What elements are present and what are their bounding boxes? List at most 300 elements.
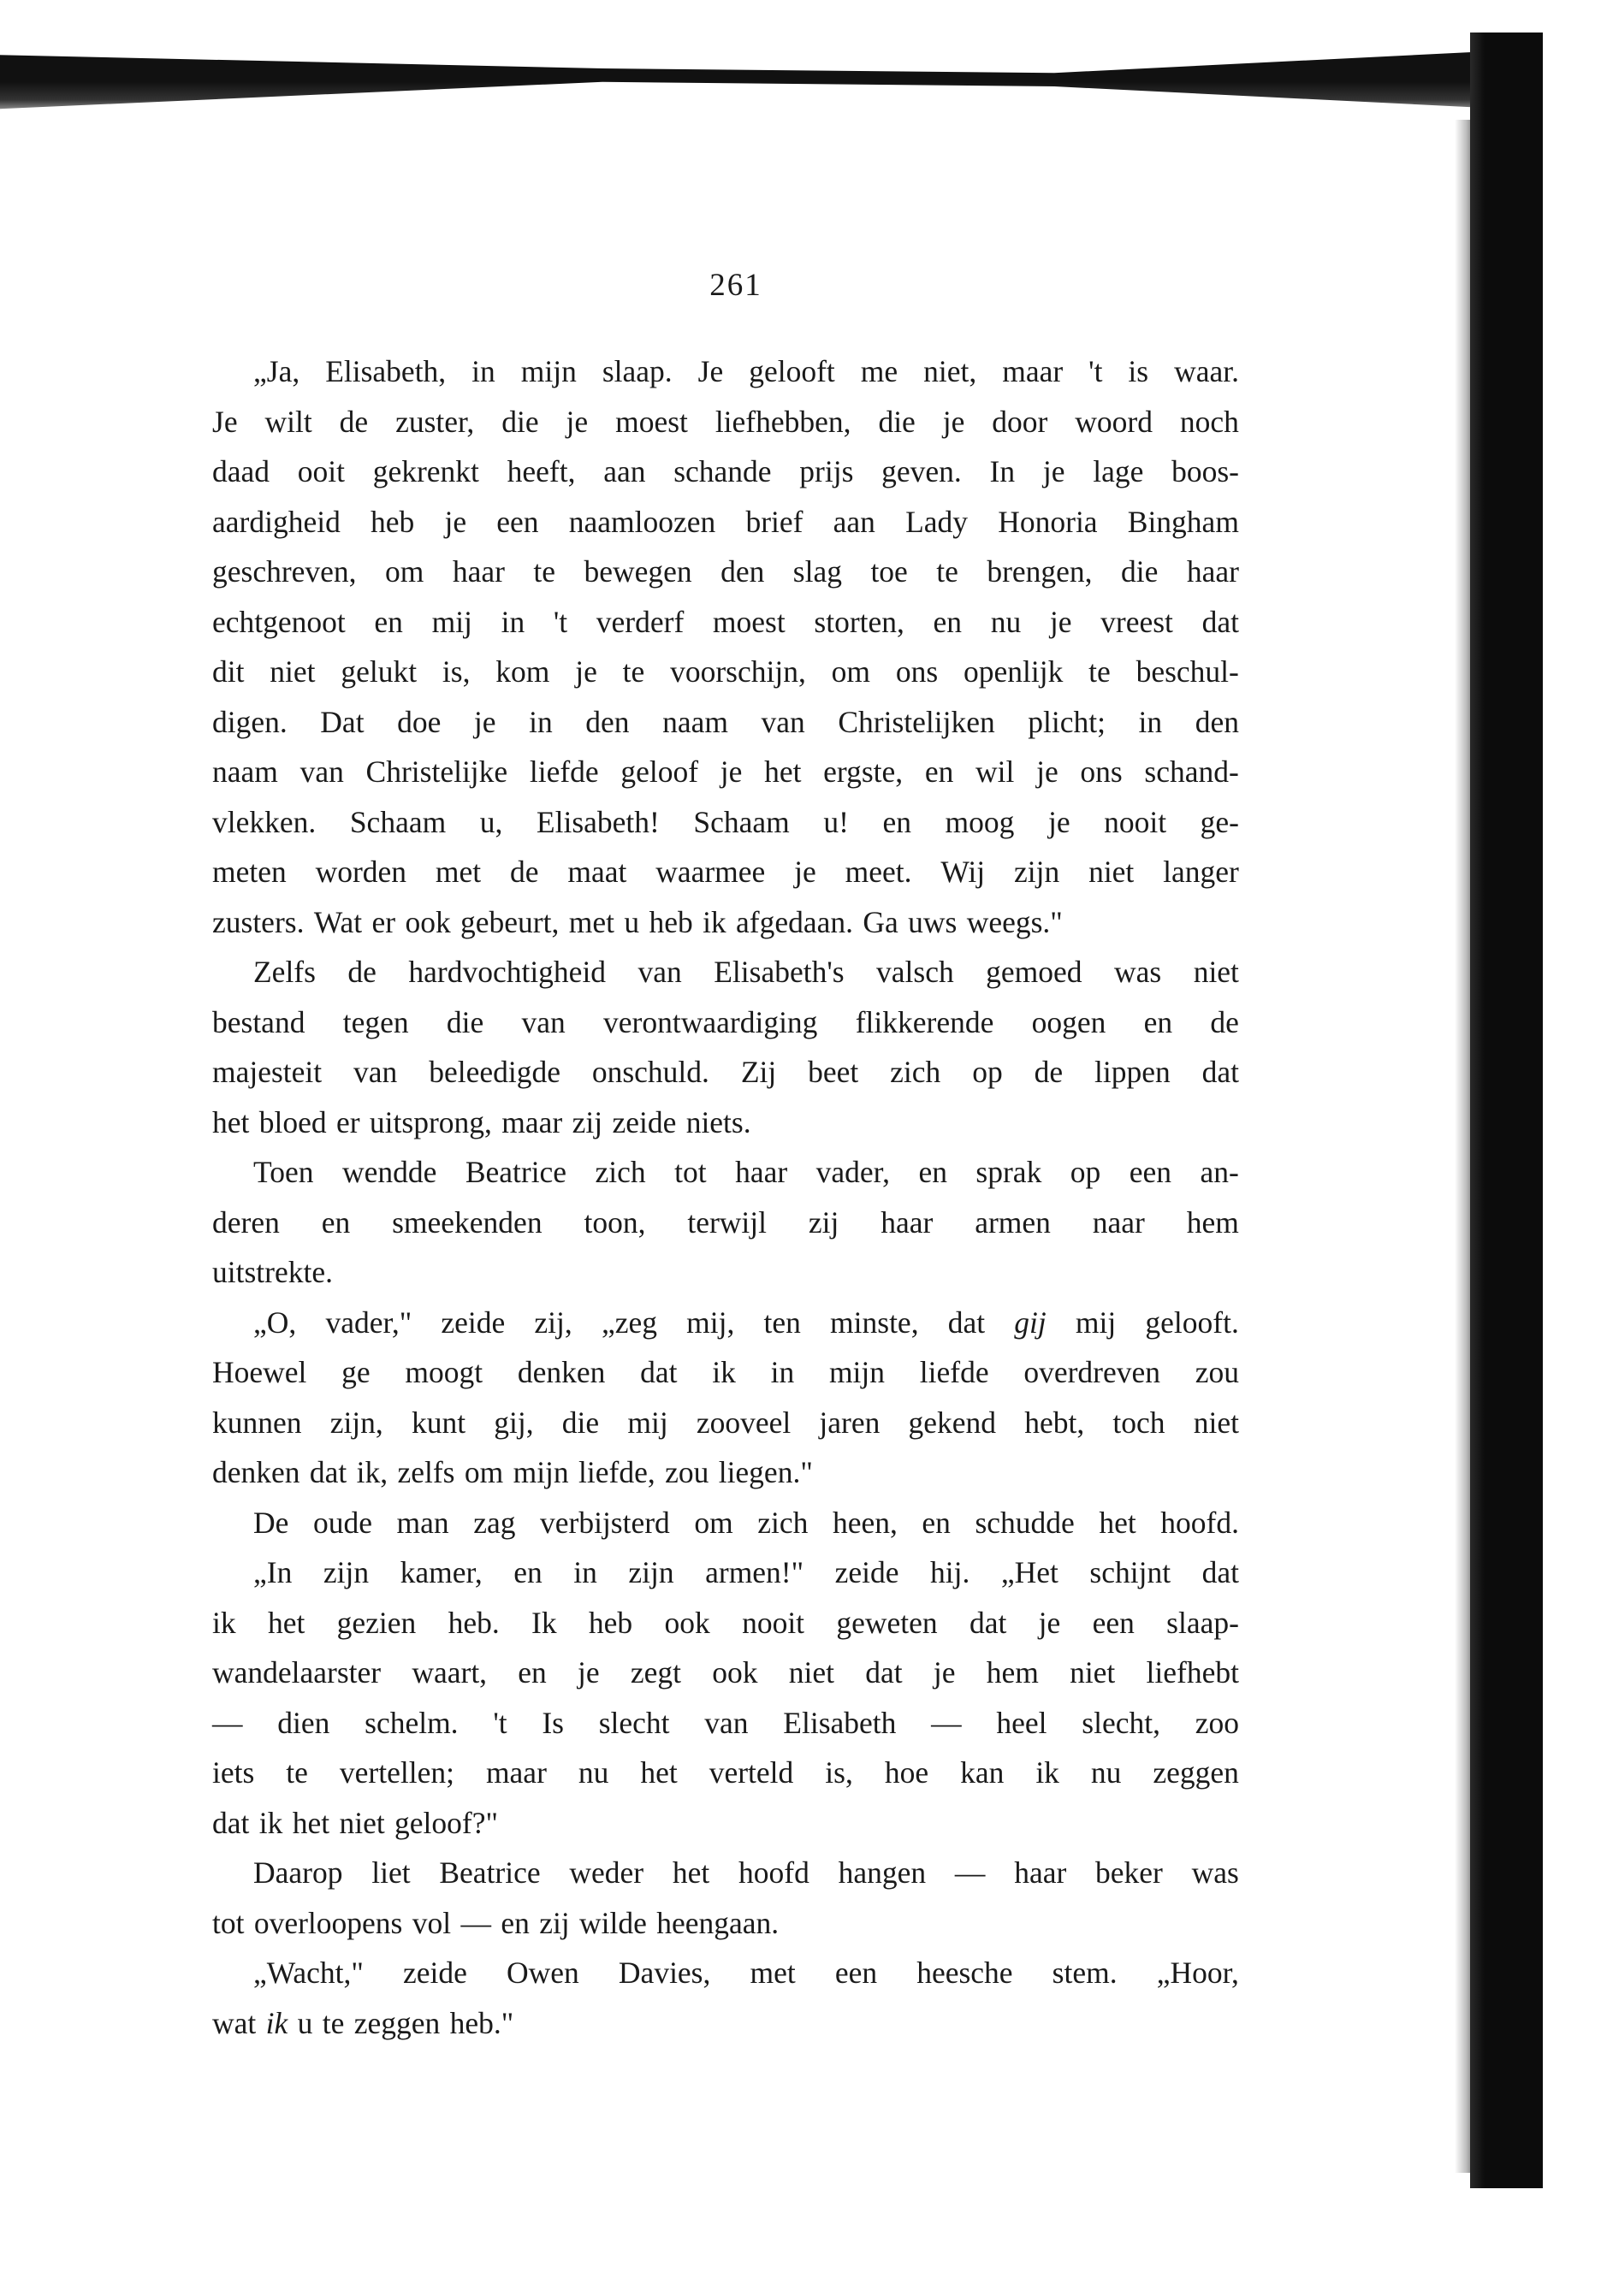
word: gemoed — [986, 955, 1082, 989]
word: Schaam — [349, 804, 447, 839]
word: weder — [569, 1855, 644, 1890]
word: Christelijken — [838, 704, 995, 739]
word: slaap- — [1166, 1605, 1239, 1640]
word: stem. — [1052, 1956, 1118, 1990]
word: ons — [1080, 754, 1123, 789]
word: hij. — [930, 1555, 970, 1589]
word: hoofd — [738, 1855, 809, 1890]
word: flikkerende — [855, 1004, 994, 1039]
word: je — [1036, 754, 1058, 789]
text-line — [212, 1147, 1239, 1198]
word: de — [347, 955, 377, 989]
word: — — [212, 1705, 243, 1740]
word: je — [1038, 1605, 1061, 1640]
word: openlijk — [963, 654, 1064, 689]
word: het — [640, 1755, 678, 1790]
word: die — [501, 404, 539, 439]
word: waarmee — [655, 855, 766, 889]
word: maat — [567, 855, 627, 889]
word: smeekenden — [392, 1204, 543, 1240]
word: Zij — [740, 1055, 777, 1089]
word: zeggen — [353, 2005, 441, 2040]
word: mijn — [520, 354, 577, 388]
word: prijs — [799, 454, 854, 488]
word: Davies, — [618, 1956, 711, 1990]
word: „zeg — [601, 1305, 657, 1340]
word: overdreven — [1023, 1355, 1160, 1389]
text-line — [212, 1047, 1239, 1098]
word: ooit — [297, 454, 345, 488]
word: mij — [431, 604, 472, 639]
word: moest — [712, 604, 786, 639]
word: liefde, — [578, 1455, 655, 1489]
word: hem — [986, 1655, 1039, 1689]
word: zich — [757, 1505, 809, 1540]
word: heb — [649, 904, 693, 939]
word: storten, — [814, 604, 904, 639]
word: gelooft — [749, 354, 835, 388]
word: ik — [265, 2005, 288, 2040]
word: slag — [792, 554, 842, 589]
word: die — [878, 404, 916, 439]
word: is, — [442, 654, 471, 689]
word: verteld — [709, 1755, 794, 1790]
word: dat — [1201, 1055, 1239, 1089]
word: je — [1042, 454, 1065, 488]
word: zeide — [441, 1305, 506, 1340]
word: je — [720, 754, 743, 789]
word: u — [297, 2005, 313, 2040]
word: om — [464, 1455, 504, 1489]
word: „Het — [1000, 1555, 1058, 1589]
word: „In — [253, 1555, 293, 1589]
text-line — [212, 1848, 1239, 1898]
word: „Hoor, — [1156, 1956, 1239, 1990]
word: „Ja, — [253, 354, 300, 388]
word: geven. — [881, 454, 962, 488]
word: ons — [895, 654, 939, 689]
word: bestand — [212, 1004, 305, 1039]
text-line — [212, 1547, 1239, 1598]
word: schand- — [1144, 754, 1239, 789]
word: nu — [1090, 1755, 1122, 1790]
word: nu — [990, 604, 1022, 639]
word: dat — [1201, 1555, 1239, 1589]
word: meten — [212, 855, 287, 889]
word: is — [1128, 354, 1149, 388]
word: van — [353, 1055, 398, 1089]
text-line — [212, 947, 1239, 997]
scan-shadow-right — [1470, 33, 1543, 2188]
word: niet — [788, 1655, 834, 1689]
word: man — [396, 1505, 449, 1540]
word: hem — [1186, 1204, 1239, 1240]
word: tot — [212, 1905, 245, 1940]
word: valsch — [876, 955, 954, 989]
word: gebeurt, — [460, 904, 560, 939]
word: te — [622, 654, 645, 689]
text-line — [212, 647, 1239, 697]
word: Wat — [313, 904, 363, 939]
word: gekrenkt — [372, 454, 479, 488]
word: mijn — [513, 1455, 569, 1489]
word: aardigheid — [212, 504, 341, 539]
text-line — [212, 1247, 1239, 1298]
word: schelm. — [365, 1705, 459, 1740]
word: met — [750, 1956, 796, 1990]
word: slecht — [598, 1705, 670, 1740]
word: liefhebben, — [715, 404, 851, 439]
word: en — [922, 1505, 951, 1540]
word: Owen — [507, 1956, 579, 1990]
word: wilt — [264, 404, 312, 439]
word: — — [460, 1905, 491, 1940]
word: je — [575, 654, 597, 689]
word: dat — [865, 1655, 903, 1689]
text-line — [212, 747, 1239, 797]
word: liefde — [919, 1355, 989, 1389]
word: niet — [1193, 955, 1239, 989]
word: Ga — [863, 904, 898, 939]
word: Beatrice — [465, 1155, 567, 1189]
word: maar — [1002, 354, 1064, 388]
word: armen!" — [705, 1555, 804, 1589]
word: van — [521, 1004, 566, 1039]
word: de — [339, 404, 369, 439]
word: Bingham — [1127, 504, 1239, 539]
word: het — [267, 1605, 305, 1640]
word: van — [704, 1705, 749, 1740]
word: met — [568, 904, 614, 939]
word: de — [509, 855, 539, 889]
word: wendde — [341, 1155, 437, 1189]
word: op — [972, 1055, 1003, 1089]
word: schijnt — [1089, 1555, 1171, 1589]
word: haar — [881, 1204, 934, 1240]
word: Schaam — [693, 804, 790, 839]
word: ook — [712, 1655, 758, 1689]
word: Toen — [253, 1155, 314, 1189]
word: kan — [960, 1755, 1005, 1790]
word: in — [770, 1355, 795, 1389]
word: 't — [553, 604, 568, 639]
word: hangen — [838, 1855, 927, 1890]
word: was — [1191, 1855, 1239, 1890]
word: een — [1092, 1605, 1135, 1640]
word: denken — [517, 1355, 606, 1389]
word: hebt, — [1024, 1405, 1085, 1440]
word: worden — [315, 855, 407, 889]
word: liefhebt — [1146, 1655, 1239, 1689]
word: niets. — [685, 1104, 751, 1139]
word: aan — [833, 504, 875, 539]
word: ergste, — [823, 754, 904, 789]
word: wandelaarster — [212, 1655, 382, 1689]
word: die — [446, 1004, 484, 1039]
word: brief — [745, 504, 803, 539]
word: heb — [371, 504, 415, 539]
word: ook — [405, 904, 451, 939]
word: oude — [312, 1505, 372, 1540]
word: niet — [1193, 1405, 1239, 1440]
word: naamloozen — [568, 504, 716, 539]
text-line — [212, 447, 1239, 497]
word: bloed — [258, 1104, 327, 1139]
word: ge — [341, 1355, 371, 1389]
word: Zelfs — [253, 955, 316, 989]
word: je — [942, 404, 965, 439]
word: niet — [1070, 1655, 1116, 1689]
word: voorschijn, — [670, 654, 806, 689]
word: je — [578, 1655, 600, 1689]
word: geschreven, — [212, 554, 357, 589]
word: boos- — [1171, 454, 1239, 488]
word: Dat — [320, 704, 365, 739]
word: ik, — [356, 1455, 388, 1489]
word: gij, — [494, 1405, 534, 1440]
word: van — [637, 955, 682, 989]
word: slecht, — [1082, 1705, 1160, 1740]
word: tegen — [342, 1004, 409, 1039]
word: brengen, — [987, 554, 1093, 589]
word: je — [473, 704, 496, 739]
word: Hoewel — [212, 1355, 307, 1389]
word: afgedaan. — [736, 904, 854, 939]
word: Je — [697, 354, 724, 388]
word: zuster, — [395, 404, 475, 439]
text-line — [212, 597, 1239, 648]
word: zou — [1195, 1355, 1239, 1389]
word: zich — [890, 1055, 941, 1089]
word: — — [954, 1855, 986, 1890]
word: moest — [615, 404, 688, 439]
word: In — [989, 454, 1016, 488]
word: vol — [412, 1905, 452, 1940]
word: gekend — [908, 1405, 997, 1440]
word: schudde — [975, 1505, 1075, 1540]
word: verbijsterd — [540, 1505, 670, 1540]
word: zegt — [630, 1655, 682, 1689]
word: heesche — [916, 1956, 1013, 1990]
word: waart, — [412, 1655, 488, 1689]
word: lippen — [1094, 1055, 1171, 1089]
word: lage — [1093, 454, 1144, 488]
word: Beatrice — [439, 1855, 541, 1890]
word: de — [1210, 1004, 1239, 1039]
word: en — [374, 604, 403, 639]
word: Honoria — [998, 504, 1098, 539]
word: in — [529, 704, 553, 739]
word: zijn — [323, 1555, 370, 1589]
word: kamer, — [400, 1555, 483, 1589]
word: onschuld. — [591, 1055, 709, 1089]
word: een — [1129, 1155, 1172, 1189]
word: nooit — [1104, 804, 1167, 839]
word: liefde — [529, 754, 599, 789]
word: dat — [640, 1355, 678, 1389]
word: en — [1143, 1004, 1173, 1039]
word: heb — [588, 1605, 633, 1640]
word: toe — [870, 554, 908, 589]
word: en — [513, 1555, 543, 1589]
word: den — [1195, 704, 1239, 739]
word: den — [720, 554, 765, 589]
word: 't — [493, 1705, 507, 1740]
word: en — [933, 604, 963, 639]
word: vader," — [325, 1305, 412, 1340]
word: beker — [1095, 1855, 1163, 1890]
word: verderf — [596, 604, 685, 639]
word: haar — [735, 1155, 788, 1189]
word: mij — [1075, 1305, 1117, 1340]
word: moogt — [405, 1355, 483, 1389]
word: dat — [309, 1455, 347, 1489]
word: zijn — [628, 1555, 674, 1589]
word: te — [533, 554, 555, 589]
word: te — [936, 554, 958, 589]
word: gij — [1014, 1305, 1047, 1340]
word: het — [212, 1104, 250, 1139]
word: om — [385, 554, 424, 589]
word: De — [253, 1505, 289, 1540]
word: uitstrekte. — [212, 1255, 333, 1289]
word: nooit — [742, 1605, 805, 1640]
word: dat — [969, 1605, 1007, 1640]
word: in — [471, 354, 495, 388]
word: „O, — [253, 1305, 297, 1340]
word: mij — [627, 1405, 668, 1440]
word: gelukt — [341, 654, 418, 689]
word: moog — [945, 804, 1015, 839]
word: haar — [452, 554, 505, 589]
word: liet — [371, 1855, 411, 1890]
word: u! — [823, 804, 849, 839]
word: beet — [808, 1055, 859, 1089]
word: ik — [1035, 1755, 1059, 1790]
word: majesteit — [212, 1055, 323, 1089]
word: toch — [1112, 1405, 1165, 1440]
word: zich — [595, 1155, 646, 1189]
word: het — [292, 1805, 330, 1840]
word: an- — [1200, 1155, 1239, 1189]
word: in — [1138, 704, 1163, 739]
word: aan — [603, 454, 646, 488]
word: te — [322, 2005, 345, 2040]
word: zijn — [1013, 855, 1060, 889]
word: mij, — [686, 1305, 735, 1340]
word: woord — [1075, 404, 1153, 439]
word: haar — [1186, 554, 1239, 589]
word: het — [672, 1855, 710, 1890]
word: nu — [578, 1755, 609, 1790]
word: zelfs — [397, 1455, 455, 1489]
word: ik — [212, 1605, 236, 1640]
word: heen, — [832, 1505, 898, 1540]
text-line — [212, 1298, 1239, 1348]
word: maar — [501, 1104, 563, 1139]
text-line — [212, 1898, 1239, 1949]
word: en — [882, 804, 911, 839]
word: Elisabeth, — [325, 354, 447, 388]
text-line — [212, 1998, 1239, 2049]
scan-shadow-top — [0, 33, 1506, 122]
word: „Wacht," — [253, 1956, 364, 1990]
word: Christelijke — [365, 754, 508, 789]
word: zij — [572, 1104, 603, 1139]
text-line — [212, 1098, 1239, 1148]
word: echtgenoot — [212, 604, 346, 639]
word: niet, — [923, 354, 977, 388]
word: vreest — [1100, 604, 1173, 639]
word: uitsprong, — [369, 1104, 492, 1139]
word: zeide — [834, 1555, 899, 1589]
word: waar. — [1174, 354, 1239, 388]
word: en — [518, 1655, 547, 1689]
word: gelooft. — [1145, 1305, 1239, 1340]
word: je — [933, 1655, 956, 1689]
word: dien — [277, 1705, 330, 1740]
word: was — [1114, 955, 1162, 989]
word: er — [371, 904, 396, 939]
word: zag — [473, 1505, 516, 1540]
word: oogen — [1031, 1004, 1106, 1039]
word: minste, — [830, 1305, 919, 1340]
word: dat — [947, 1305, 986, 1340]
word: hoe — [884, 1755, 929, 1790]
word: die — [1121, 554, 1159, 589]
word: heb. — [448, 1605, 500, 1640]
word: om — [694, 1505, 733, 1540]
word: toon, — [584, 1204, 646, 1240]
text-line — [212, 697, 1239, 748]
word: liegen." — [718, 1455, 813, 1489]
word: vader, — [815, 1155, 890, 1189]
word: het — [764, 754, 802, 789]
word: beleedigde — [429, 1055, 560, 1089]
text-line — [212, 847, 1239, 897]
text-line — [212, 1798, 1239, 1849]
word: kunnen — [212, 1405, 302, 1440]
word: slaap. — [602, 354, 673, 388]
word: en — [918, 1155, 947, 1189]
word: en — [924, 754, 954, 789]
word: overloopens — [253, 1905, 403, 1940]
word: Je — [212, 404, 238, 439]
word: is, — [825, 1755, 853, 1790]
word: wilde — [579, 1905, 647, 1940]
text-line — [212, 1447, 1239, 1498]
word: ten — [763, 1305, 801, 1340]
word: langer — [1163, 855, 1239, 889]
word: zeggen — [1153, 1755, 1239, 1790]
word: tot — [674, 1155, 707, 1189]
word: me — [860, 354, 898, 388]
word: mijn — [828, 1355, 886, 1389]
word: zooveel — [696, 1405, 792, 1440]
word: om — [831, 654, 871, 689]
text-line — [212, 547, 1239, 597]
word: zusters. — [212, 904, 305, 939]
word: bewegen — [584, 554, 692, 589]
text-line — [212, 1398, 1239, 1448]
text-line — [212, 1598, 1239, 1648]
word: Wij — [940, 855, 986, 889]
word: zoo — [1195, 1705, 1239, 1740]
word: deren — [212, 1204, 280, 1240]
word: haar — [1014, 1855, 1067, 1890]
word: hoofd. — [1160, 1505, 1239, 1540]
word: met — [435, 855, 482, 889]
